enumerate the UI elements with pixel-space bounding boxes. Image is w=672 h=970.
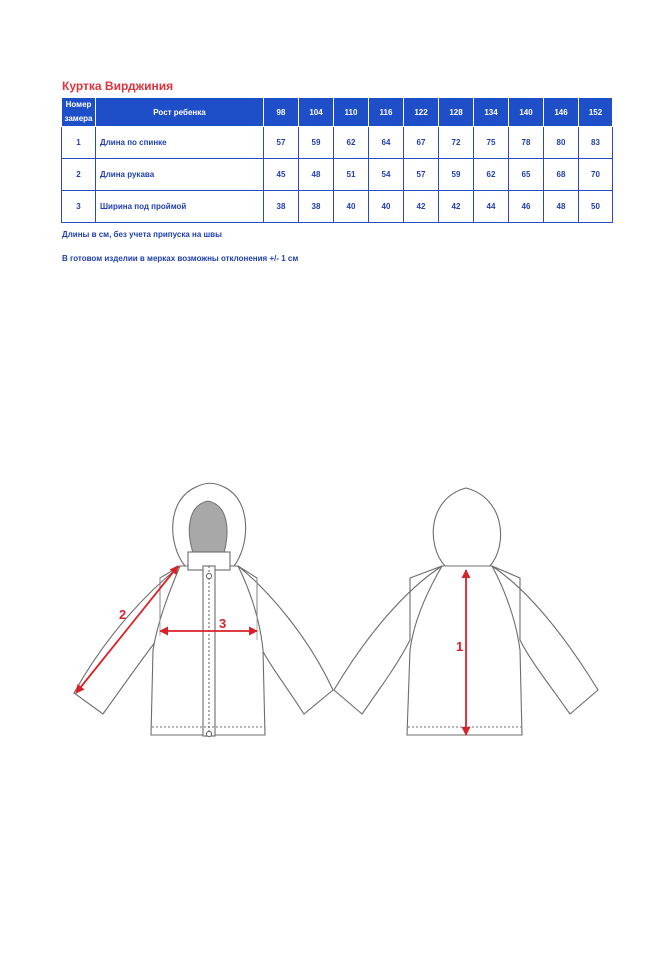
row-value: 59: [439, 159, 474, 191]
header-size: 104: [299, 98, 334, 127]
header-size: 98: [264, 98, 299, 127]
header-size: 146: [544, 98, 579, 127]
jacket-front-drawing: [74, 483, 333, 736]
row-number: 1: [62, 127, 96, 159]
row-value: 57: [264, 127, 299, 159]
header-size: 110: [334, 98, 369, 127]
row-value: 54: [369, 159, 404, 191]
document-title: Куртка Вирджиния: [62, 79, 174, 93]
row-value: 78: [509, 127, 544, 159]
row-value: 38: [299, 191, 334, 223]
header-size: 122: [404, 98, 439, 127]
row-measure-name: Длина по спинке: [96, 127, 264, 159]
row-number: 3: [62, 191, 96, 223]
note-tolerance: В готовом изделии в мерках возможны отклонения +/- 1 см: [62, 254, 299, 263]
label-chest-width: 3: [219, 616, 227, 631]
back-body: [407, 566, 522, 735]
header-size: 152: [579, 98, 613, 127]
row-value: 40: [334, 191, 369, 223]
row-value: 42: [439, 191, 474, 223]
row-measure-name: Ширина под проймой: [96, 191, 264, 223]
row-value: 80: [544, 127, 579, 159]
row-value: 48: [299, 159, 334, 191]
row-value: 62: [474, 159, 509, 191]
row-value: 72: [439, 127, 474, 159]
row-value: 42: [404, 191, 439, 223]
row-measure-name: Длина рукава: [96, 159, 264, 191]
row-value: 48: [544, 191, 579, 223]
header-size: 116: [369, 98, 404, 127]
row-value: 65: [509, 159, 544, 191]
row-value: 45: [264, 159, 299, 191]
label-sleeve-length: 2: [119, 607, 127, 622]
front-hood-opening: [189, 501, 227, 553]
row-value: 70: [579, 159, 613, 191]
note-no-seam-allowance: Длины в см, без учета припуска на швы: [62, 230, 222, 239]
header-size: 134: [474, 98, 509, 127]
row-value: 62: [334, 127, 369, 159]
row-value: 83: [579, 127, 613, 159]
header-size: 140: [509, 98, 544, 127]
row-value: 38: [264, 191, 299, 223]
row-value: 75: [474, 127, 509, 159]
row-value: 59: [299, 127, 334, 159]
row-value: 46: [509, 191, 544, 223]
row-value: 50: [579, 191, 613, 223]
row-value: 68: [544, 159, 579, 191]
row-number: 2: [62, 159, 96, 191]
row-value: 40: [369, 191, 404, 223]
row-value: 57: [404, 159, 439, 191]
header-size: 128: [439, 98, 474, 127]
row-value: 64: [369, 127, 404, 159]
header-measure-number: Номер замера: [62, 98, 96, 127]
back-hood: [433, 488, 500, 566]
row-value: 67: [404, 127, 439, 159]
header-child-height: Рост ребенка: [96, 98, 264, 127]
row-value: 51: [334, 159, 369, 191]
label-back-length: 1: [456, 639, 464, 654]
row-value: 44: [474, 191, 509, 223]
